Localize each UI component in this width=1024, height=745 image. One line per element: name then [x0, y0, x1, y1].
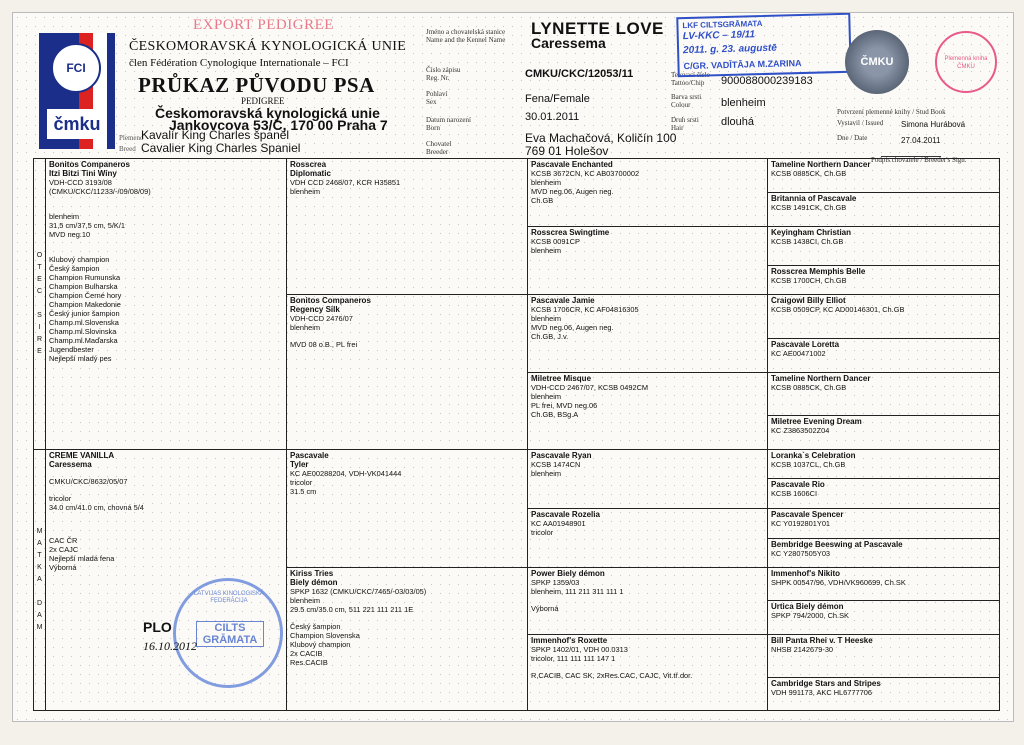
dog-reg-number: CMKU/CKC/12053/11	[525, 68, 634, 80]
union-name: ČESKOMORAVSKÁ KYNOLOGICKÁ UNIE	[129, 39, 407, 54]
label-colour: Barva srsti Colour	[671, 93, 702, 109]
sire-side-label	[34, 159, 46, 450]
dam-cell: CREME VANILLA Caressema CMKU/CKC/8632/05/07 tricolor 34.0 cm/41.0 cm, chovná 5/4 CAC ČR 2x CAJC Nejlepší mladá fena Výborná	[46, 449, 287, 710]
lkf-registration-stamp: LKF CILTSGRĀMATA LV-KKC – 19/11 2011. g. 23. augustē C/GR. VADĪTĀJA M.ZARINA	[676, 13, 852, 78]
dog-name: LYNETTE LOVE	[531, 19, 664, 38]
g4-dam-5: Urtica Biely démon SPKP 794/2000, Ch.SK	[768, 601, 1000, 634]
issued-by: Simona Hurábová	[901, 120, 966, 129]
side-letter: A	[37, 575, 42, 583]
ssd-cell: Rosscrea Swingtime KCSB 0091CP blenheim	[528, 226, 768, 295]
label-sex: Pohlaví Sex	[426, 90, 448, 106]
label-studbook: Potvrzení plemenné knihy / Stud Book	[837, 108, 946, 116]
pedigree-table	[33, 158, 1000, 711]
side-letter: M	[36, 623, 43, 631]
dog-chip: 900088000239183	[721, 75, 813, 87]
sire-dam-cell: Bonitos Companeros Regency Silk VDH-CCD 2476/07 blenheim MVD 08 o.B., PL frei	[287, 295, 528, 449]
sss-cell: Pascavale Enchanted KCSB 3672CN, KC AB03700002 blenheim MVD neg.06, Augen neg. Ch.GB	[528, 159, 768, 227]
g4-dam-6: Bill Panta Rhei v. T Heeske NHSB 2142679-30	[768, 634, 1000, 677]
g4-sire-6: Tameline Northern Dancer KCSB 0885CK, Ch.GB	[768, 372, 1000, 415]
g4-sire-4: Craigowl Billy Elliot KCSB 0509CP, KC AD00146301, Ch.GB	[768, 295, 1000, 338]
side-letter: A	[37, 611, 42, 619]
breed-en: Cavalier King Charles Spaniel	[141, 141, 301, 155]
g4-sire-0: Tameline Northern Dancer KCSB 0885CK, Ch.GB	[768, 159, 1000, 193]
g4-sire-3: Rosscrea Memphis Belle KCSB 1700CH, Ch.GB	[768, 265, 1000, 295]
g4-sire-5: Pascavale Loretta KC AE00471002	[768, 338, 1000, 372]
side-letter: E	[37, 347, 42, 355]
side-letter: E	[37, 275, 42, 283]
sire-cell: Bonitos Companeros Itzi Bitzi Tini Winy VDH-CCD 3193/08 (CMKU/CKC/11233/-/09/08/09) blenheim 31,5 cm/37,5 cm, 5/K/1 MVD neg.10 Klubový champion Český šampion Champion Rumunska Champion Bulharska Champion Černé hory Champion Makedonie Český junior šampion Champ.ml.Slovenska Champ.ml.Slovinska Champ.ml.Maďarska Jugendbester Nejlepší mladý pes	[46, 159, 287, 450]
side-letter: S	[37, 311, 42, 319]
label-reg: Číslo zápisu Reg. Nr.	[426, 66, 461, 82]
label-breeder-sign: Podpis chovatele / Breeder's Sign.	[871, 156, 967, 164]
side-letter: T	[37, 551, 42, 559]
side-letter: C	[36, 287, 43, 295]
dam-sire-cell: Pascavale Tyler KC AE00288204, VDH-VK041444 tricolor 31.5 cm	[287, 449, 528, 568]
label-born: Datum narození Born	[426, 116, 471, 132]
dog-hair: dlouhá	[721, 116, 755, 128]
org-address: Jankovcova 53/C, 170 00 Praha 7	[169, 117, 388, 133]
plo-mark: PLO	[143, 619, 172, 635]
side-letter: O	[36, 251, 43, 259]
cmku-logo-text: čmku	[47, 109, 107, 139]
cmku-seal-icon: ČMKU	[845, 30, 909, 94]
studbook-stamp-icon: Plemenná kniha ČMKU	[935, 31, 997, 93]
cmku-fci-logo	[39, 33, 115, 149]
side-letter: R	[36, 335, 43, 343]
label-hair: Druh srsti Hair	[671, 116, 699, 132]
dss-cell: Pascavale Ryan KCSB 1474CN blenheim	[528, 449, 768, 508]
sds-cell: Pascavale Jamie KCSB 1706CR, KC AF04816305 blenheim MVD neg.06, Augen neg. Ch.GB, J.v.	[528, 295, 768, 372]
document-subtitle: PEDIGREE	[241, 96, 285, 106]
breed-cz: Kavalír King Charles španěl	[141, 128, 290, 142]
dog-kennel: Caressema	[531, 35, 606, 51]
side-letter: D	[36, 599, 43, 607]
g4-sire-1: Britannia of Pascavale KCSB 1491CK, Ch.GB	[768, 192, 1000, 226]
side-letter: M	[36, 527, 43, 535]
issue-date: 27.04.2011	[901, 136, 941, 145]
g4-sire-2: Keyingham Christian KCSB 1438CI, Ch.GB	[768, 226, 1000, 265]
label-name: Jméno a chovatelská stanice Name and the Kennel Name	[426, 28, 506, 44]
fci-membership: člen Fédération Cynologique Internationale – FCI	[129, 57, 349, 69]
label-tattoo: Tetovací číslo Tattoo/Chip	[671, 71, 710, 87]
label-date: Dne / Date	[837, 134, 868, 142]
side-letter	[34, 298, 45, 310]
signature-line	[881, 142, 941, 157]
side-letter: K	[37, 563, 42, 571]
ddd-cell: Immenhof's Roxette SPKP 1402/01, VDH 00.0313 tricolor, 111 111 111 147 1 R,CACIB, CAC SK, 2xRes.CAC, CAJC, Vit.tř.dor.	[528, 634, 768, 710]
dog-sex: Fena/Female	[525, 93, 590, 105]
side-letter: I	[38, 323, 41, 331]
document-title: PRŮKAZ PŮVODU PSA	[138, 73, 375, 97]
side-letter	[34, 586, 45, 598]
g4-dam-3: Bembridge Beeswing at Pascavale KC Y2807505Y03	[768, 538, 1000, 568]
breed-label-en: Breed	[119, 145, 136, 153]
g4-sire-7: Miletree Evening Dream KC Z3863502Z04	[768, 415, 1000, 449]
g4-dam-1: Pascavale Rio KCSB 1606CI	[768, 479, 1000, 509]
dds-cell: Power Biely démon SPKP 1359/03 blenheim, 111 211 311 111 1 Výborná	[528, 568, 768, 634]
dog-breeder-line1: Eva Machačová, Količín 100	[525, 131, 677, 145]
dog-colour: blenheim	[721, 97, 766, 109]
g4-dam-7: Cambridge Stars and Stripes VDH 991173, AKC HL6777706	[768, 677, 1000, 710]
org-name: Českomoravská kynologická unie	[155, 105, 380, 121]
fci-emblem-icon: FCI	[51, 43, 101, 93]
g4-dam-4: Immenhof's Nikito SHPK 00547/96, VDH/VK960699, Ch.SK	[768, 568, 1000, 601]
dsd-cell: Pascavale Rozelia KC AA01948901 tricolor	[528, 509, 768, 568]
g4-dam-0: Loranka`s Celebration KCSB 1037CL, Ch.GB	[768, 449, 1000, 479]
dog-born: 30.01.2011	[525, 111, 580, 123]
side-letter: T	[37, 263, 42, 271]
g4-dam-2: Pascavale Spencer KC Y0192801Y01	[768, 509, 1000, 539]
latvian-federation-stamp-icon: LATVIJAS KINOLOGISKĀ FEDERĀCIJA CILTS GRĀMATA	[173, 578, 283, 688]
pedigree-document	[12, 12, 1014, 722]
label-breeder: Chovatel Breeder	[426, 140, 452, 156]
label-issued: Vystavil / Issued	[837, 119, 884, 127]
plo-date: 16.10.2012	[143, 639, 197, 653]
dog-breeder-line2: 769 01 Holešov	[525, 144, 609, 158]
export-pedigree-label: EXPORT PEDIGREE	[193, 17, 334, 33]
sdd-cell: Miletree Misque VDH-CCD 2467/07, KCSB 0492CM blenheim PL frei, MVD neg.06 Ch.GB, BSg.A	[528, 372, 768, 449]
breed-label-cz: Plemeno	[119, 134, 144, 142]
sire-sire-cell: Rosscrea Diplomatic VDH CCD 2468/07, KCR H35851 blenheim	[287, 159, 528, 295]
dam-dam-cell: Kiriss Tries Biely démon SPKP 1632 (CMKU/CKC/7465/-03/03/05) blenheim 29.5 cm/35.0 cm, 511 221 111 211 1E Český šampion Champion Slovenska Klubový champion 2x CACIB Res.CACIB	[287, 568, 528, 711]
dam-side-label	[34, 449, 46, 710]
side-letter: A	[37, 539, 42, 547]
